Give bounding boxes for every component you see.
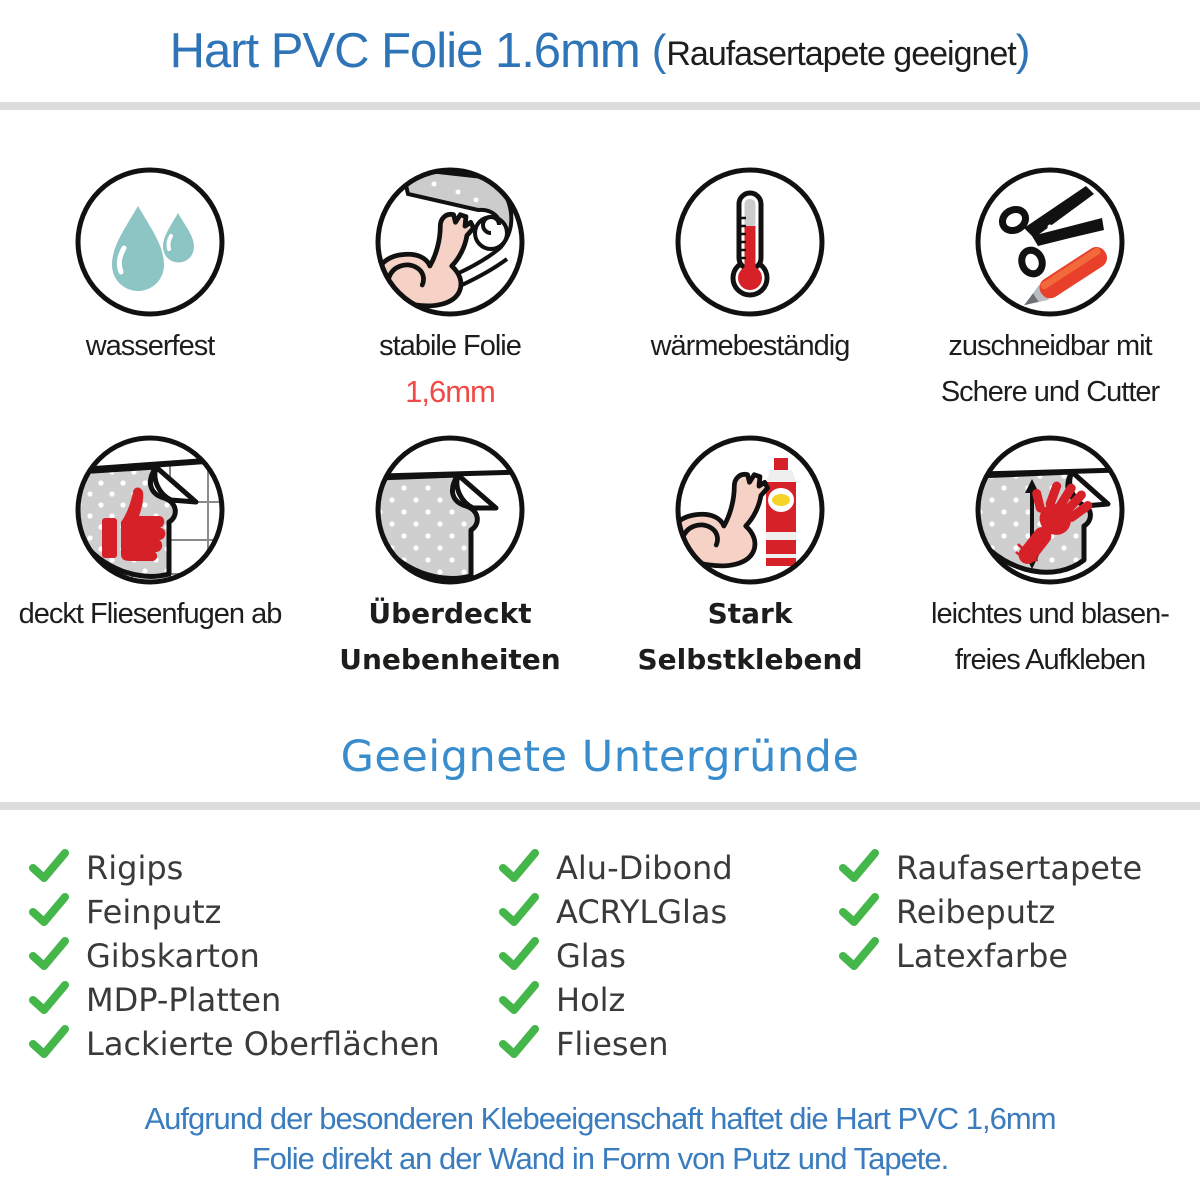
surface-label: Latexfarbe <box>896 936 1069 975</box>
muscle-arm-foil-icon <box>374 166 526 318</box>
list-item <box>838 850 1142 885</box>
feature-label-line2: Schere und Cutter <box>940 376 1160 408</box>
surface-label: Gibskarton <box>86 936 260 975</box>
surface-label: Raufasertapete <box>896 848 1143 887</box>
surfaces-column-3 <box>838 850 1142 1061</box>
surface-label: Alu-Dibond <box>556 848 733 887</box>
feature-row-1 <box>0 166 1200 410</box>
green-checkmark-icon <box>28 980 70 1020</box>
green-checkmark-icon <box>28 936 70 976</box>
surface-label: Glas <box>556 936 626 975</box>
feature-label: zuschneidbar mit <box>948 330 1152 362</box>
green-checkmark-icon <box>498 1024 540 1064</box>
divider-middle <box>0 802 1200 810</box>
surface-label: Reibeputz <box>896 892 1056 931</box>
feature-aufkleben <box>900 434 1200 678</box>
feature-waermebestaendig <box>600 166 900 410</box>
surface-label: Feinputz <box>86 892 222 931</box>
feature-zuschneidbar <box>900 166 1200 410</box>
tile-joints-thumb-icon <box>74 434 226 586</box>
green-checkmark-icon <box>28 848 70 888</box>
surface-label: Holz <box>556 980 626 1019</box>
list-item <box>28 894 498 929</box>
feature-fliesenfugen <box>0 434 300 678</box>
divider-top <box>0 102 1200 110</box>
muscle-arm-glue-icon <box>674 434 826 586</box>
green-checkmark-icon <box>498 980 540 1020</box>
page-title <box>0 0 1200 102</box>
surface-label: Lackierte Oberflächen <box>86 1024 440 1063</box>
feature-label: Überdeckt <box>368 597 532 630</box>
feature-label-line2: Unebenheiten <box>339 643 561 676</box>
title-main: Hart PVC Folie 1.6mm <box>169 24 640 78</box>
feature-label: deckt Fliesenfugen ab <box>18 598 282 630</box>
green-checkmark-icon <box>838 848 880 888</box>
feature-selbstklebend <box>600 434 900 678</box>
feature-label-line2: freies Aufkleben <box>954 644 1146 676</box>
surfaces-column-2 <box>498 850 838 1061</box>
feature-thickness-label: 1,6mm <box>405 374 495 409</box>
green-checkmark-icon <box>498 936 540 976</box>
surface-label: Fliesen <box>556 1024 669 1063</box>
feature-row-2 <box>0 434 1200 678</box>
feature-wasserfest <box>0 166 300 410</box>
feature-label: leichtes und blasen- <box>931 598 1169 630</box>
glue-tube <box>766 458 796 566</box>
surface-label: MDP-Platten <box>86 980 282 1019</box>
surfaces-checklist <box>0 850 1200 1061</box>
green-checkmark-icon <box>28 1024 70 1064</box>
footer-line-1: Aufgrund der besonderen Klebeeigenschaft haftet die Hart PVC 1,6mm <box>144 1101 1056 1136</box>
feature-label: wasserfest <box>85 330 215 362</box>
dotted-foil-fold-icon <box>374 434 526 586</box>
scissors-cutter-icon <box>974 166 1126 318</box>
footer-line-2: Folie direkt an der Wand in Form von Putz und Tapete. <box>251 1141 949 1176</box>
feature-unebenheiten <box>300 434 600 678</box>
feature-label-line2: Selbstklebend <box>637 643 863 676</box>
surfaces-column-1 <box>28 850 498 1061</box>
feature-label: Stark <box>707 597 793 630</box>
list-item <box>498 850 838 885</box>
list-item <box>498 982 838 1017</box>
surface-label: ACRYLGlas <box>556 892 728 931</box>
list-item <box>498 1026 838 1061</box>
green-checkmark-icon <box>498 848 540 888</box>
green-checkmark-icon <box>838 936 880 976</box>
hand-smoothing-foil-icon <box>974 434 1126 586</box>
list-item <box>28 1026 498 1061</box>
surfaces-heading: Geeignete Untergründe <box>340 732 860 782</box>
green-checkmark-icon <box>498 892 540 932</box>
feature-label: stabile Folie <box>379 330 521 362</box>
footer-note <box>0 1099 1200 1179</box>
list-item <box>28 982 498 1017</box>
surface-label: Rigips <box>86 848 184 887</box>
list-item <box>498 894 838 929</box>
green-checkmark-icon <box>838 892 880 932</box>
list-item <box>28 850 498 885</box>
water-drops-icon <box>74 166 226 318</box>
feature-label: wärmebeständig <box>650 330 850 362</box>
title-subtitle: (Raufasertapete geeignet) <box>651 26 1031 75</box>
list-item <box>838 938 1142 973</box>
thermometer-icon <box>674 166 826 318</box>
list-item <box>28 938 498 973</box>
feature-stabile-folie <box>300 166 600 410</box>
green-checkmark-icon <box>28 892 70 932</box>
list-item <box>838 894 1142 929</box>
list-item <box>498 938 838 973</box>
